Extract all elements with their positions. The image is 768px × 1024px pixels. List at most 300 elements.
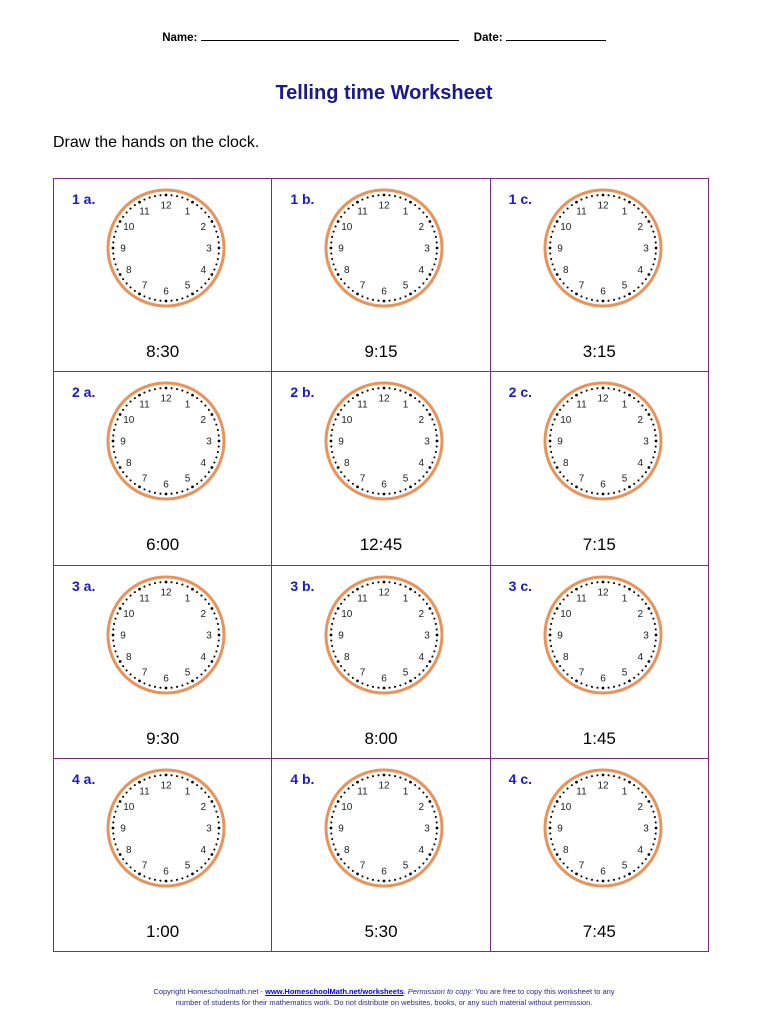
minute-tick	[143, 682, 145, 684]
minute-tick	[654, 241, 656, 243]
minute-tick	[623, 778, 625, 780]
minute-tick	[591, 195, 593, 197]
minute-tick	[628, 486, 631, 489]
problem-label: 3 a.	[72, 577, 96, 594]
minute-tick	[601, 580, 604, 583]
minute-tick	[115, 617, 117, 619]
clock-face[interactable]	[323, 187, 445, 309]
target-time: 12:45	[359, 535, 403, 555]
minute-tick	[414, 483, 416, 485]
minute-tick	[426, 409, 428, 411]
minute-tick	[429, 220, 432, 223]
minute-tick	[575, 394, 578, 397]
clock-face[interactable]	[105, 574, 227, 696]
minute-tick	[159, 879, 161, 881]
minute-tick	[414, 676, 416, 678]
minute-tick	[654, 435, 656, 437]
minute-tick	[113, 622, 115, 624]
minute-tick	[344, 211, 346, 213]
footer-line2: number of students for their mathematics work. Do not distribute on websites, books, or any such material without permission.	[175, 998, 593, 1007]
minute-tick	[330, 633, 333, 636]
clock-number: 2	[200, 608, 207, 620]
clock-number: 7	[578, 860, 584, 872]
minute-tick	[331, 821, 333, 823]
minute-tick	[436, 826, 439, 829]
minute-tick	[208, 602, 210, 604]
minute-tick	[112, 826, 115, 829]
clock-number: 9	[338, 436, 345, 448]
clock-number: 4	[637, 651, 643, 663]
minute-tick	[187, 682, 189, 684]
minute-tick	[331, 429, 333, 431]
problem-label: 1 b.	[290, 191, 315, 207]
target-time: 9:30	[146, 728, 180, 748]
minute-tick	[423, 476, 425, 478]
clock-number: 5	[184, 860, 191, 872]
clock-number: 8	[344, 844, 350, 856]
minute-tick	[585, 297, 587, 299]
clock-number: 12	[378, 393, 390, 405]
minute-tick	[154, 195, 156, 197]
minute-tick	[549, 446, 551, 448]
minute-tick	[348, 208, 350, 210]
minute-tick	[559, 602, 561, 604]
minute-tick	[555, 800, 558, 803]
minute-tick	[126, 598, 128, 600]
minute-tick	[623, 682, 625, 684]
minute-tick	[333, 263, 335, 265]
minute-tick	[217, 258, 219, 260]
minute-tick	[394, 492, 396, 494]
minute-tick	[217, 816, 219, 818]
problem-label: 1 c.	[508, 191, 533, 207]
clock-cell	[272, 179, 490, 372]
clock-face[interactable]	[105, 767, 227, 889]
minute-tick	[613, 492, 615, 494]
minute-tick	[170, 493, 172, 495]
clock-number: 3	[642, 436, 649, 448]
minute-tick	[419, 208, 421, 210]
minute-tick	[154, 492, 156, 494]
minute-tick	[191, 486, 194, 489]
minute-tick	[331, 622, 333, 624]
minute-tick	[337, 220, 340, 223]
clock-number: 4	[637, 458, 643, 470]
minute-tick	[331, 639, 333, 641]
minute-tick	[122, 796, 124, 798]
clock-number: 8	[562, 265, 569, 276]
minute-tick	[414, 591, 416, 593]
clock-face[interactable]	[323, 380, 445, 502]
problem-label: 2 b.	[290, 384, 315, 401]
minute-tick	[362, 585, 364, 587]
clock-number: 2	[200, 222, 207, 233]
minute-tick	[154, 775, 156, 777]
minute-tick	[191, 587, 194, 590]
minute-tick	[213, 612, 215, 614]
minute-tick	[196, 483, 198, 485]
clock-number: 4	[200, 651, 207, 663]
clock-number: 7	[360, 473, 366, 485]
clock-cell	[54, 372, 272, 565]
minute-tick	[348, 673, 350, 675]
minute-tick	[426, 796, 428, 798]
minute-tick	[549, 435, 551, 437]
minute-tick	[117, 805, 119, 807]
clock-cell	[490, 179, 708, 372]
clock-face[interactable]	[105, 187, 227, 309]
minute-tick	[575, 587, 578, 590]
clock-face[interactable]	[542, 767, 664, 889]
minute-tick	[650, 269, 652, 271]
grid-row	[54, 179, 709, 372]
clock-face[interactable]	[323, 574, 445, 696]
minute-tick	[389, 686, 391, 688]
clock-number: 2	[418, 608, 425, 620]
minute-tick	[555, 853, 558, 856]
clock-face[interactable]	[542, 187, 664, 309]
minute-tick	[331, 241, 333, 243]
minute-tick	[383, 493, 386, 496]
minute-tick	[628, 201, 631, 204]
minute-tick	[331, 816, 333, 818]
minute-tick	[426, 858, 428, 860]
minute-tick	[154, 582, 156, 584]
minute-tick	[641, 598, 643, 600]
minute-tick	[213, 848, 215, 850]
minute-tick	[607, 387, 609, 389]
minute-tick	[204, 669, 206, 671]
minute-tick	[335, 655, 337, 657]
minute-tick	[126, 476, 128, 478]
minute-tick	[213, 655, 215, 657]
minute-tick	[389, 581, 391, 583]
minute-tick	[405, 682, 407, 684]
minute-tick	[628, 394, 631, 397]
minute-tick	[149, 197, 151, 199]
minute-tick	[383, 387, 386, 390]
grid-row	[54, 372, 709, 565]
minute-tick	[551, 617, 553, 619]
clock-number: 10	[123, 415, 135, 427]
clock-number: 3	[424, 630, 431, 641]
minute-tick	[432, 269, 434, 271]
minute-tick	[559, 471, 561, 473]
minute-tick	[585, 684, 587, 686]
minute-tick	[215, 231, 217, 233]
clock-number: 1	[403, 399, 409, 411]
minute-tick	[122, 216, 124, 218]
minute-tick	[159, 493, 161, 495]
clock-number: 1	[621, 206, 627, 218]
minute-tick	[414, 870, 416, 872]
minute-tick	[644, 665, 646, 667]
minute-tick	[580, 295, 582, 297]
minute-tick	[550, 451, 552, 453]
clock-number: 10	[559, 801, 571, 813]
minute-tick	[113, 258, 115, 260]
clock-number: 4	[637, 265, 643, 276]
clock-number: 3	[206, 436, 212, 448]
minute-tick	[143, 295, 145, 297]
minute-tick	[367, 583, 369, 585]
problem-label: 3 b.	[290, 577, 315, 594]
minute-tick	[122, 665, 124, 667]
minute-tick	[551, 650, 553, 652]
minute-tick	[115, 231, 117, 233]
minute-tick	[217, 838, 219, 840]
minute-tick	[562, 476, 564, 478]
clock-number: 2	[200, 801, 207, 813]
minute-tick	[575, 780, 578, 783]
clock-number: 6	[163, 673, 169, 684]
minute-tick	[215, 617, 217, 619]
footer-copyright: Copyright Homeschoolmath.net -	[153, 987, 266, 996]
minute-tick	[559, 409, 561, 411]
minute-tick	[409, 394, 412, 397]
minute-tick	[549, 832, 551, 834]
minute-tick	[344, 669, 346, 671]
minute-tick	[607, 879, 609, 881]
minute-tick	[356, 394, 359, 397]
clock-number: 1	[403, 786, 409, 798]
clock-cell	[54, 179, 272, 372]
clock-number: 12	[597, 393, 609, 405]
minute-tick	[331, 446, 333, 448]
minute-tick	[653, 816, 655, 818]
minute-tick	[436, 435, 438, 437]
minute-tick	[337, 800, 340, 803]
minute-tick	[129, 594, 131, 596]
minute-tick	[383, 300, 386, 303]
problem-label: 2 a.	[72, 384, 96, 401]
minute-tick	[378, 387, 380, 389]
minute-tick	[191, 201, 194, 204]
minute-tick	[654, 633, 657, 636]
clock-face[interactable]	[323, 767, 445, 889]
minute-tick	[653, 258, 655, 260]
minute-tick	[129, 480, 131, 482]
clock-number: 2	[418, 801, 425, 813]
clock-number: 9	[120, 436, 126, 448]
name-label: Name:	[162, 32, 198, 44]
minute-tick	[149, 297, 151, 299]
minute-tick	[159, 581, 161, 583]
minute-tick	[383, 879, 386, 882]
minute-tick	[641, 669, 643, 671]
clock-number: 3	[642, 823, 649, 835]
clock-number: 5	[184, 473, 191, 485]
minute-tick	[352, 204, 354, 206]
clock-number: 11	[357, 786, 369, 798]
minute-tick	[165, 300, 168, 303]
clock-number: 12	[597, 587, 609, 598]
minute-tick	[117, 612, 119, 614]
minute-tick	[335, 269, 337, 271]
minute-tick	[409, 486, 412, 489]
minute-tick	[559, 278, 561, 280]
minute-tick	[647, 607, 650, 610]
clock-number: 3	[424, 823, 431, 835]
minute-tick	[330, 247, 333, 250]
clock-number: 3	[206, 630, 212, 641]
clock-face[interactable]	[542, 574, 664, 696]
clock-number: 1	[621, 399, 627, 411]
clock-number: 9	[556, 436, 563, 448]
minute-tick	[580, 875, 582, 877]
minute-tick	[570, 784, 572, 786]
clock-number: 7	[578, 667, 584, 679]
minute-tick	[394, 299, 396, 301]
minute-tick	[372, 388, 374, 390]
minute-tick	[191, 293, 194, 296]
minute-tick	[122, 409, 124, 411]
minute-tick	[650, 848, 652, 850]
minute-tick	[383, 194, 386, 197]
minute-tick	[623, 199, 625, 201]
header	[0, 30, 768, 44]
minute-tick	[644, 409, 646, 411]
minute-tick	[134, 483, 136, 485]
minute-tick	[551, 810, 553, 812]
minute-tick	[414, 397, 416, 399]
clock-number: 7	[578, 280, 584, 292]
minute-tick	[434, 810, 436, 812]
minute-tick	[551, 231, 553, 233]
clock-number: 8	[562, 651, 569, 663]
minute-tick	[119, 220, 122, 223]
minute-tick	[344, 862, 346, 864]
problem-label: 1 a.	[72, 191, 96, 207]
footer-link[interactable]: www.HomeschoolMath.net/worksheets	[265, 987, 404, 996]
clock-number: 10	[559, 222, 571, 233]
minute-tick	[181, 583, 183, 585]
minute-tick	[356, 872, 359, 875]
minute-tick	[112, 440, 115, 443]
minute-tick	[181, 776, 183, 778]
minute-tick	[566, 594, 568, 596]
clock-number: 2	[200, 415, 207, 427]
minute-tick	[204, 282, 206, 284]
minute-tick	[394, 388, 396, 390]
minute-tick	[641, 476, 643, 478]
minute-tick	[394, 195, 396, 197]
minute-tick	[550, 258, 552, 260]
minute-tick	[389, 387, 391, 389]
minute-tick	[344, 476, 346, 478]
clock-face[interactable]	[105, 380, 227, 502]
clock-number: 6	[599, 479, 606, 491]
minute-tick	[601, 879, 604, 882]
minute-tick	[126, 669, 128, 671]
minute-tick	[434, 263, 436, 265]
minute-tick	[575, 872, 578, 875]
minute-tick	[335, 805, 337, 807]
minute-tick	[585, 197, 587, 199]
minute-tick	[122, 278, 124, 280]
minute-tick	[562, 598, 564, 600]
minute-tick	[362, 489, 364, 491]
minute-tick	[126, 211, 128, 213]
minute-tick	[196, 784, 198, 786]
minute-tick	[650, 462, 652, 464]
minute-tick	[218, 821, 220, 823]
minute-tick	[559, 665, 561, 667]
minute-tick	[553, 612, 555, 614]
minute-tick	[340, 665, 342, 667]
minute-tick	[633, 204, 635, 206]
minute-tick	[362, 295, 364, 297]
minute-tick	[122, 471, 124, 473]
minute-tick	[607, 300, 609, 302]
minute-tick	[138, 201, 141, 204]
minute-tick	[436, 440, 439, 443]
minute-tick	[211, 853, 214, 856]
clock-number: 4	[418, 651, 425, 663]
minute-tick	[117, 848, 119, 850]
minute-tick	[208, 471, 210, 473]
clock-cell	[54, 758, 272, 951]
minute-tick	[367, 776, 369, 778]
minute-tick	[566, 208, 568, 210]
minute-tick	[367, 684, 369, 686]
minute-tick	[154, 388, 156, 390]
footer	[0, 986, 768, 1008]
minute-tick	[652, 457, 654, 459]
minute-tick	[362, 392, 364, 394]
clock-number: 12	[160, 393, 172, 405]
minute-tick	[550, 838, 552, 840]
minute-tick	[647, 853, 650, 856]
minute-tick	[208, 796, 210, 798]
minute-tick	[591, 388, 593, 390]
minute-tick	[553, 805, 555, 807]
grid-row	[54, 758, 709, 951]
minute-tick	[333, 810, 335, 812]
clock-number: 11	[139, 592, 150, 604]
minute-tick	[165, 686, 168, 689]
minute-tick	[372, 195, 374, 197]
minute-tick	[580, 682, 582, 684]
minute-tick	[362, 682, 364, 684]
clock-number: 10	[123, 608, 135, 620]
minute-tick	[633, 870, 635, 872]
minute-tick	[129, 208, 131, 210]
minute-tick	[117, 655, 119, 657]
minute-tick	[362, 778, 364, 780]
minute-tick	[138, 679, 141, 682]
minute-tick	[641, 791, 643, 793]
minute-tick	[213, 269, 215, 271]
minute-tick	[652, 617, 654, 619]
minute-tick	[378, 581, 380, 583]
minute-tick	[628, 679, 631, 682]
minute-tick	[165, 773, 168, 776]
minute-tick	[218, 241, 220, 243]
minute-tick	[423, 211, 425, 213]
clock-face[interactable]	[542, 380, 664, 502]
minute-tick	[436, 446, 438, 448]
minute-tick	[596, 300, 598, 302]
minute-tick	[618, 297, 620, 299]
clock-number: 3	[642, 630, 649, 641]
clock-number: 9	[120, 243, 126, 255]
minute-tick	[409, 679, 412, 682]
clock-number: 11	[357, 592, 369, 604]
minute-tick	[200, 673, 202, 675]
minute-tick	[555, 607, 558, 610]
clock-number: 1	[403, 592, 409, 604]
